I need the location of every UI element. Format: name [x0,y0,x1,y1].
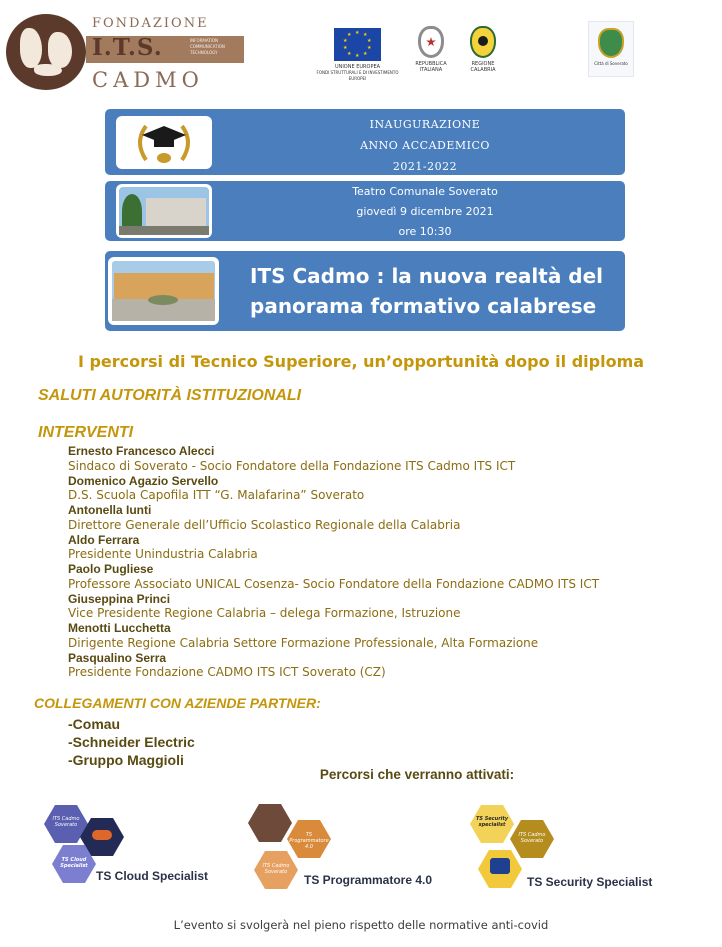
speaker-name: Paolo Pugliese [68,562,154,576]
eu-flag-icon: ★ ★ ★ ★ ★ ★ ★ ★ ★ ★ [334,28,381,61]
speaker-name: Domenico Agazio Servello [68,473,219,488]
course-hex-course-text: TS Programmatore 4.0 [289,832,329,850]
course-name: TS Security Specialist [527,875,653,889]
calabria-crest-icon [470,26,496,58]
headline-line2: panorama formativo calabrese [250,294,597,318]
regione-logo [462,26,504,73]
headline-line1: ITS Cadmo : la nuova realtà del [250,264,604,288]
course-hex-course-text: TS Cloud Specialist [60,857,88,869]
speaker-name: Antonella Iunti [68,503,152,517]
speaker-item [68,562,708,592]
cadmo-emblem-icon [6,14,86,90]
speaker-name: Menotti Lucchetta [68,621,171,635]
partners-list [68,715,195,769]
banner-line-year: 2021-2022 [392,160,458,173]
speaker-role: Presidente Unindustria Calabria [68,547,258,561]
speaker-item [68,474,708,504]
banner-line-anno: ANNO ACCADEMICO [360,139,490,152]
speaker-role: Presidente Fondazione CADMO ITS ICT Soverato (CZ) [68,665,386,679]
citta-soverato-logo [588,21,634,77]
speaker-item [68,592,708,622]
regione-line1: REGIONE [471,61,495,67]
school-photo [108,257,219,325]
event-subtitle: I percorsi di Tecnico Superiore, un’opportunità dopo il diploma [77,352,645,371]
speaker-role: Sindaco di Soverato - Socio Fondatore della Fondazione ITS Cadmo ITS ICT [68,458,516,473]
saluti-heading: SALUTI AUTORITÀ ISTITUZIONALI [38,387,302,404]
partner-item: -Comau [68,716,121,732]
repubblica-line2: ITALIANA [419,67,443,73]
repubblica-logo [410,26,452,73]
partners-heading: COLLEGAMENTI CON AZIENDE PARTNER: [34,695,321,711]
speaker-name: Aldo Ferrara [68,532,140,547]
course-hex-brand-text: ITS Cadmo Soverato [262,863,290,875]
eu-logo [310,28,405,82]
speaker-item [68,621,708,651]
venue-date: giovedì 9 dicembre 2021 [356,205,494,218]
logo-its-text: I.T.S. [92,34,163,61]
courses-heading: Percorsi che verranno attivati: [319,767,515,782]
speaker-role: Direttore Generale dell’Ufficio Scolastico Regionale della Calabria [68,517,461,532]
speaker-name: Ernesto Francesco Alecci [68,444,215,458]
logo-sub-text: INFORMATION COMMUNICATION TECHNOLOGY [190,38,225,55]
speaker-role: D.S. Scuola Capofila ITT “G. Malafarina” Soverato [68,488,365,502]
partner-item: -Schneider Electric [68,734,195,750]
speakers-list [68,444,708,680]
course-hex-brand-text: ITS Cadmo Soverato [518,832,546,844]
eu-logo-line1: UNIONE EUROPEA [334,64,381,70]
course-name: TS Cloud Specialist [96,869,209,883]
speaker-name: Giuseppina Princi [68,591,171,606]
robot-icon [248,804,292,842]
partner-item: -Gruppo Maggioli [68,752,184,768]
speaker-name: Pasqualino Serra [68,650,167,665]
logo-fondazione-text: FONDAZIONE [92,16,209,31]
speaker-item [68,503,708,533]
banner-headline [105,251,625,331]
course-hex-brand-text: ITS Cadmo Soverato [52,816,80,828]
security-screen [490,858,510,874]
course-hex-course-text: TS Security specialist [475,816,509,828]
theatre-photo [116,184,212,238]
venue-time: ore 10:30 [398,225,452,238]
speaker-item [68,651,708,681]
regione-line2: CALABRIA [470,67,496,73]
speaker-role: Vice Presidente Regione Calabria – delega Formazione, Istruzione [68,606,461,620]
citta-label: Città di Soverato [594,61,628,66]
venue-place: Teatro Comunale Soverato [352,185,498,198]
logo-cadmo-text: CADMO [92,68,204,92]
speaker-item [68,533,708,563]
graduation-laurel-icon [116,116,212,169]
banner-venue [105,181,625,241]
soverato-crest-icon [598,28,624,58]
speaker-item [68,444,708,474]
italian-emblem-icon [418,26,444,58]
repubblica-line1: REPUBBLICA [415,61,447,67]
its-cadmo-logo [6,12,244,92]
eu-logo-line2: FONDI STRUTTURALI E DI INVESTIMENTO EUROPEI [316,70,399,81]
banner-line-inaugurazione: INAUGURAZIONE [369,118,481,131]
banner-inaugurazione [105,109,625,175]
course-name: TS Programmatore 4.0 [304,873,433,887]
footer-note: L’evento si svolgerà nel pieno rispetto delle normative anti-covid [173,918,549,932]
speaker-role: Dirigente Regione Calabria Settore Formazione Professionale, Alta Formazione [68,635,539,650]
interventi-heading: INTERVENTI [38,424,134,441]
cloud-shape [92,830,112,840]
speaker-role: Professore Associato UNICAL Cosenza- Socio Fondatore della Fondazione CADMO ITS ICT [68,576,600,591]
